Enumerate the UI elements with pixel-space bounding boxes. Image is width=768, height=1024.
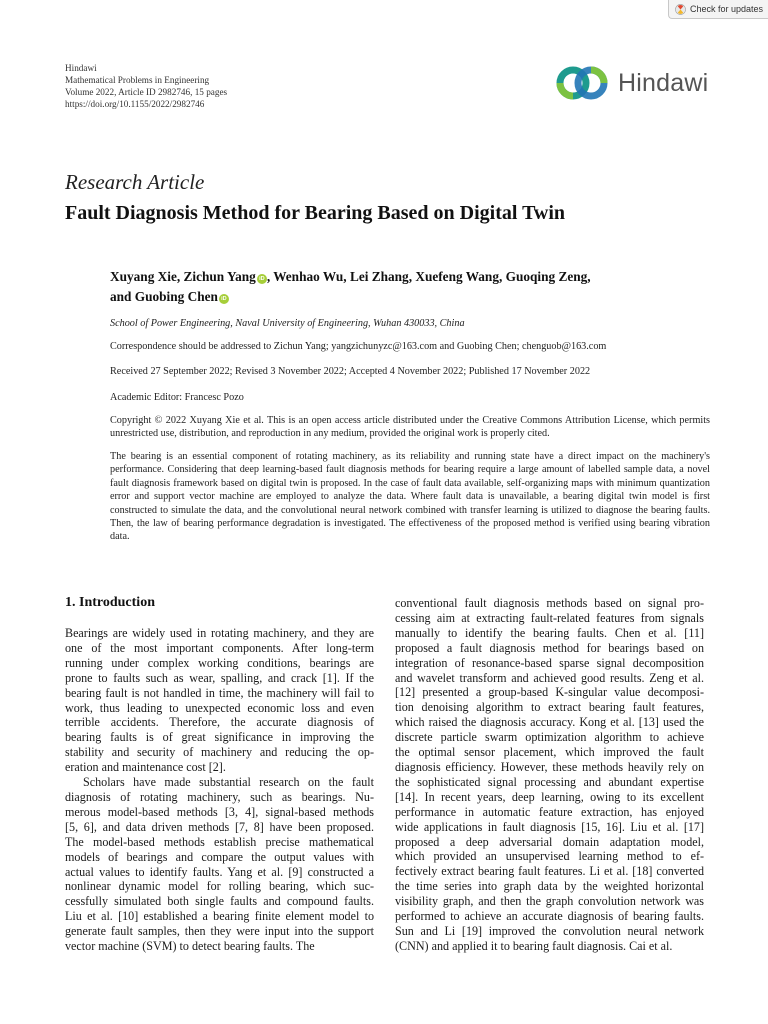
text-line: cessing aim at extracting fault-related features from signals	[395, 610, 704, 625]
text-line: [12] presented a group-based K-singular value decomposi-	[395, 685, 704, 700]
text-line: (CNN) and applied it to bearing fault diagnosis. Cai et al.	[395, 938, 673, 953]
text-line: conventional fault diagnosis methods based on signal pro-	[395, 596, 704, 610]
text-line: proposed a fault diagnosis method for bearings based on	[395, 640, 704, 655]
text-line: models of bearings and compare the output values with	[65, 849, 374, 864]
hindawi-logo-icon	[556, 63, 612, 103]
text-line: nonlinear dynamic model for rolling bearing, which suc-	[65, 879, 374, 894]
text-line: wide applications in fault diagnosis [15, 16]. Liu et al. [17]	[395, 819, 704, 834]
text-line: tion denoising algorithm to extract bearing fault features,	[395, 700, 704, 715]
text-line: generate fault samples, then they were input into the support	[65, 924, 374, 939]
text-line: integration of resonance-based sparse signal decomposition	[395, 655, 704, 670]
copyright-notice: Copyright © 2022 Xuyang Xie et al. This is an open access article distributed under the Creative Commons Attribution License, which permits unrestricted use, distribution, and reproduction in any medium, provided the original work is properly cited.	[110, 415, 710, 440]
text-line: vector machine (SVM) to detect bearing faults. The	[65, 939, 315, 954]
text-line: proposed a deep adversarial domain adaptation model,	[395, 834, 704, 849]
text-line: eration and maintenance cost [2].	[65, 760, 226, 775]
body-column-left	[65, 626, 374, 954]
text-line: diagnosis efficiency. However, these methods heavily rely on	[395, 759, 704, 774]
text-line: work, thus leading to unexpected economic loss and even	[65, 700, 374, 715]
text-line: one of the most important components. After long-term	[65, 640, 374, 655]
text-line: The model-based methods establish precise mathematical	[65, 834, 374, 849]
publisher-name: Hindawi	[65, 63, 97, 73]
affiliation: School of Power Engineering, Naval University of Engineering, Wuhan 430033, China	[110, 318, 465, 329]
check-for-updates-button[interactable]	[668, 0, 768, 19]
text-line: which provided an unsupervised learning method to ef-	[395, 849, 704, 864]
crossmark-icon	[675, 4, 686, 15]
check-for-updates-label: Check for updates	[690, 4, 764, 14]
text-line: running under complex working conditions, bearings are	[65, 655, 374, 670]
text-line: actual values to identify faults. Yang et al. [9] constructed a	[65, 864, 374, 879]
hindawi-logo	[556, 61, 716, 105]
journal-name: Mathematical Problems in Engineering	[65, 75, 210, 85]
section-heading-introduction: 1. Introduction	[65, 595, 155, 610]
text-line: diagnosis of rotating machinery, such as bearings. Nu-	[65, 789, 374, 804]
author-list	[110, 267, 690, 307]
abstract: The bearing is an essential component of rotating machinery, as its reliability and running state have a direct impact on the machinery's performance. Considering that deep learning-based fault diagnosis methods for bearing require a large amount of labelled sample data, a novel fault diagnosis framework based on digital twin is proposed. In the case of fault data available, self-organizing maps with minimum quantization error and support vector machine are employed to analyze the data. Where fault data is unavailable, a bearing digital twin model is first constructed to simulate the data, and the convolutional neural network combined with transfer learning is utilized to diagnose the bearing faults. Then, the law of bearing performance degradation is investigated. The effectiveness of the proposed method is verified using bearing vibration data.	[110, 451, 710, 543]
text-line: manually to identify the bearing faults. Chen et al. [11]	[395, 625, 704, 640]
text-line: the sophisticated signal processing and abundant expertise	[395, 774, 704, 789]
text-line: prone to faults such as wear, spalling, and crack [1]. If the	[65, 670, 374, 685]
article-title: Fault Diagnosis Method for Bearing Based on Digital Twin	[65, 202, 566, 224]
volume-info: Volume 2022, Article ID 2982746, 15 pages	[65, 87, 228, 97]
text-line: Sun and Li [19] improved the convolution neural network	[395, 923, 704, 938]
text-line: performance in automatic feature extraction, has enjoyed	[395, 804, 704, 819]
journal-info	[65, 62, 227, 110]
authors-part-1: Xuyang Xie, Zichun Yang	[110, 269, 256, 284]
text-line: terrible accidents. Therefore, the accurate diagnosis of	[65, 715, 374, 730]
authors-part-2: , Wenhao Wu, Lei Zhang, Xuefeng Wang, Guoqing Zeng,	[266, 269, 591, 284]
text-line: bearing faults is of great significance in improving the	[65, 730, 374, 745]
correspondence: Correspondence should be addressed to Zichun Yang; yangzichunyzc@163.com and Guobing Chen; chenguob@163.com	[110, 341, 607, 352]
text-line: which raised the diagnosis accuracy. Kong et al. [13] used the	[395, 715, 704, 730]
doi-link[interactable]: https://doi.org/10.1155/2022/2982746	[65, 99, 205, 109]
text-line: cessfully simulated both single faults and compound faults.	[65, 894, 374, 909]
text-line: performed to achieve an accurate diagnosis of bearing faults.	[395, 909, 704, 924]
orcid-icon[interactable]: iD	[219, 294, 229, 304]
text-line: bearing fault is not handled in time, the machinery will fail to	[65, 685, 374, 700]
hindawi-logo-text: Hindawi	[618, 68, 709, 97]
text-line: merous model-based methods [3, 4], signal-based methods	[65, 804, 374, 819]
text-line: [14]. In recent years, deep learning, owing to its excellent	[395, 789, 704, 804]
text-line: Scholars have made substantial research on the fault	[83, 775, 374, 790]
text-line: Liu et al. [10] established a bearing finite element model to	[65, 909, 374, 924]
text-line: [5, 6], and data driven methods [7, 8] have been proposed.	[65, 819, 374, 834]
orcid-icon[interactable]: iD	[257, 274, 267, 284]
article-type: Research Article	[65, 170, 205, 194]
text-line: Bearings are widely used in rotating machinery, and they are	[65, 626, 374, 640]
authors-part-3: and Guobing Chen	[110, 289, 218, 304]
text-line: fectively extract bearing fault features. Li et al. [18] converted	[395, 864, 704, 879]
publication-dates: Received 27 September 2022; Revised 3 November 2022; Accepted 4 November 2022; Published 17 November 2022	[110, 366, 591, 377]
text-line: discrete particle swarm optimization algorithm to achieve	[395, 730, 704, 745]
body-column-right	[395, 596, 704, 954]
text-line: visibility graph, and then the graph convolution network was	[395, 894, 704, 909]
academic-editor: Academic Editor: Francesc Pozo	[110, 392, 244, 403]
text-line: the optimal sensor placement, which improved the fault	[395, 745, 704, 760]
text-line: the time series into graph data by the weighted horizontal	[395, 879, 704, 894]
text-line: stability and security of machinery and reducing the op-	[65, 745, 374, 760]
text-line: and wavelet transform and achieved good results. Zeng et al.	[395, 670, 704, 685]
